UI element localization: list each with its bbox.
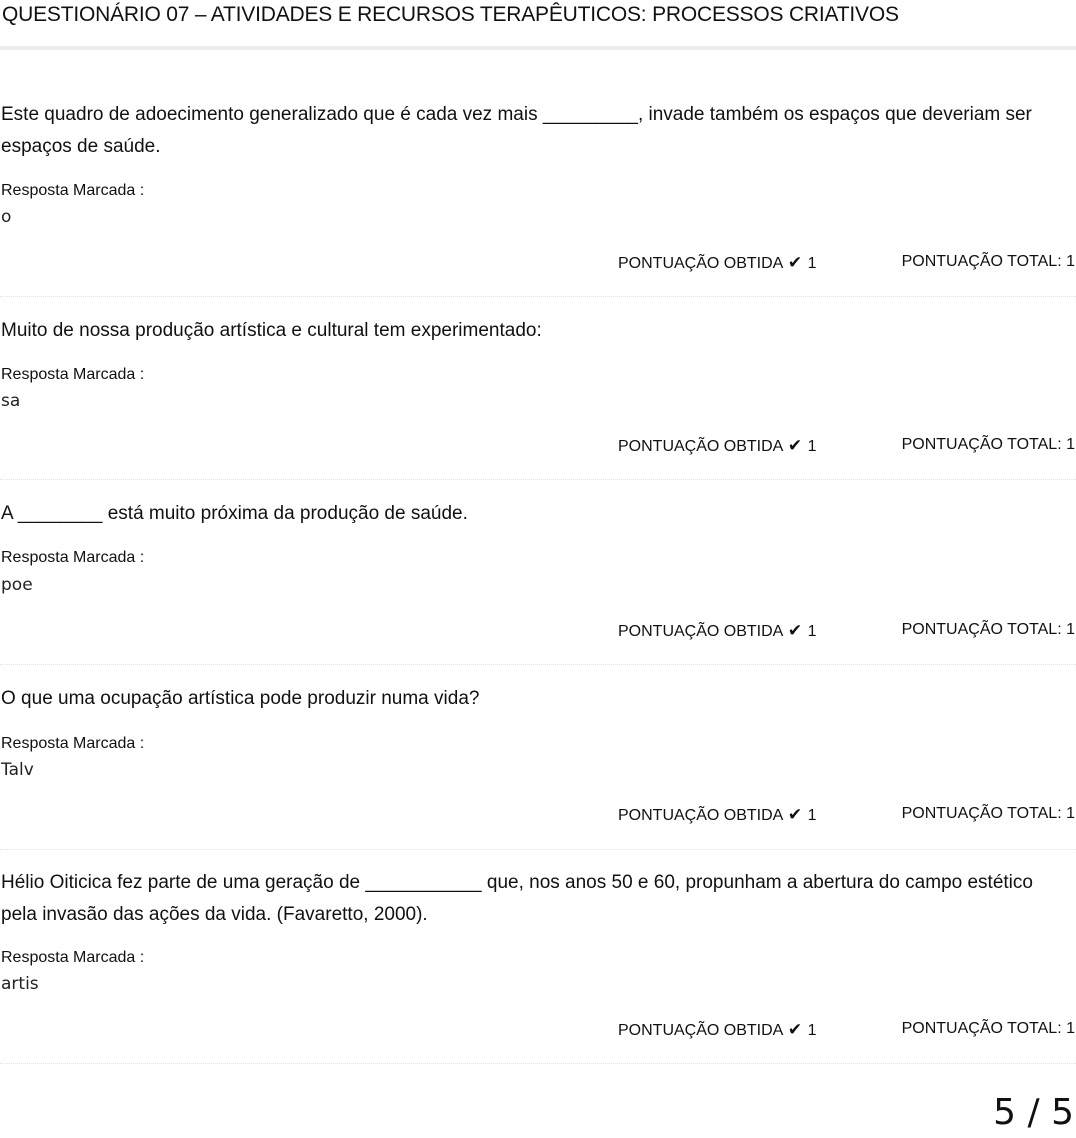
check-icon: ✔ xyxy=(787,805,803,824)
answer-value: o xyxy=(1,207,12,227)
score-total-label: PONTUAÇÃO TOTAL: xyxy=(901,436,1062,453)
check-icon: ✔ xyxy=(787,436,803,455)
score-row-1 xyxy=(0,253,1076,277)
question-divider xyxy=(0,664,1076,665)
score-obtained-value: 1 xyxy=(807,807,817,824)
score-obtained xyxy=(618,805,817,825)
score-total xyxy=(902,253,1075,271)
score-obtained xyxy=(618,436,817,456)
score-total xyxy=(902,805,1075,823)
answer-label: Resposta Marcada : xyxy=(1,549,145,566)
answer-value: artis xyxy=(1,974,39,994)
question-text: Muito de nossa produção artística e cultural tem experimentado: xyxy=(1,320,542,341)
answer-label: Resposta Marcada : xyxy=(1,366,145,383)
answer-label: Resposta Marcada : xyxy=(1,182,145,199)
final-score: 5 / 5 xyxy=(993,1092,1074,1133)
score-total-label: PONTUAÇÃO TOTAL: xyxy=(901,621,1062,638)
score-obtained-label: PONTUAÇÃO OBTIDA xyxy=(618,255,783,272)
score-obtained-label: PONTUAÇÃO OBTIDA xyxy=(618,807,783,824)
score-row-3 xyxy=(0,621,1076,645)
answer-value: Talv xyxy=(1,760,34,780)
check-icon: ✔ xyxy=(787,253,803,272)
score-obtained-label: PONTUAÇÃO OBTIDA xyxy=(618,1022,783,1039)
score-obtained xyxy=(618,621,817,641)
question-divider xyxy=(0,849,1076,850)
question-text: Hélio Oiticica fez parte de uma geração de ___________ que, nos anos 50 e 60, propunham a abertura do campo estético pela invasão das ações da vida. (Favaretto, 2000). xyxy=(1,872,1033,925)
score-total xyxy=(902,1020,1075,1038)
answer-label: Resposta Marcada : xyxy=(1,735,145,752)
score-total-label: PONTUAÇÃO TOTAL: xyxy=(901,253,1062,270)
page-title: QUESTIONÁRIO 07 – ATIVIDADES E RECURSOS TERAPÊUTICOS: PROCESSOS CRIATIVOS xyxy=(2,3,899,26)
check-icon: ✔ xyxy=(787,1020,803,1039)
question-text: Este quadro de adoecimento generalizado que é cada vez mais _________, invade também os espaços que deveriam ser espaços de saúde. xyxy=(1,104,1032,157)
score-total-value: 1 xyxy=(1066,436,1075,453)
score-total-value: 1 xyxy=(1066,253,1075,270)
score-obtained xyxy=(618,253,817,273)
check-icon: ✔ xyxy=(787,621,803,640)
answer-value: poe xyxy=(1,575,33,595)
score-row-4 xyxy=(0,805,1076,829)
title-divider xyxy=(0,46,1076,50)
score-total-value: 1 xyxy=(1066,1020,1075,1037)
question-divider xyxy=(0,479,1076,480)
question-text: A ________ está muito próxima da produção de saúde. xyxy=(1,503,468,524)
score-total-label: PONTUAÇÃO TOTAL: xyxy=(901,1020,1062,1037)
answer-value: sa xyxy=(1,391,21,411)
question-text: O que uma ocupação artística pode produzir numa vida? xyxy=(1,688,480,709)
score-obtained-value: 1 xyxy=(807,255,817,272)
score-obtained-value: 1 xyxy=(807,438,817,455)
answer-label: Resposta Marcada : xyxy=(1,949,145,966)
score-obtained-value: 1 xyxy=(807,1022,817,1039)
score-total-value: 1 xyxy=(1066,805,1075,822)
score-obtained-value: 1 xyxy=(807,623,817,640)
score-total-label: PONTUAÇÃO TOTAL: xyxy=(901,805,1062,822)
question-divider xyxy=(0,296,1076,297)
score-obtained-label: PONTUAÇÃO OBTIDA xyxy=(618,623,783,640)
score-obtained-label: PONTUAÇÃO OBTIDA xyxy=(618,438,783,455)
question-divider xyxy=(0,1063,1076,1064)
score-total xyxy=(902,436,1075,454)
score-row-2 xyxy=(0,436,1076,460)
score-total xyxy=(902,621,1075,639)
score-total-value: 1 xyxy=(1066,621,1075,638)
score-row-5 xyxy=(0,1020,1076,1044)
score-obtained xyxy=(618,1020,817,1040)
